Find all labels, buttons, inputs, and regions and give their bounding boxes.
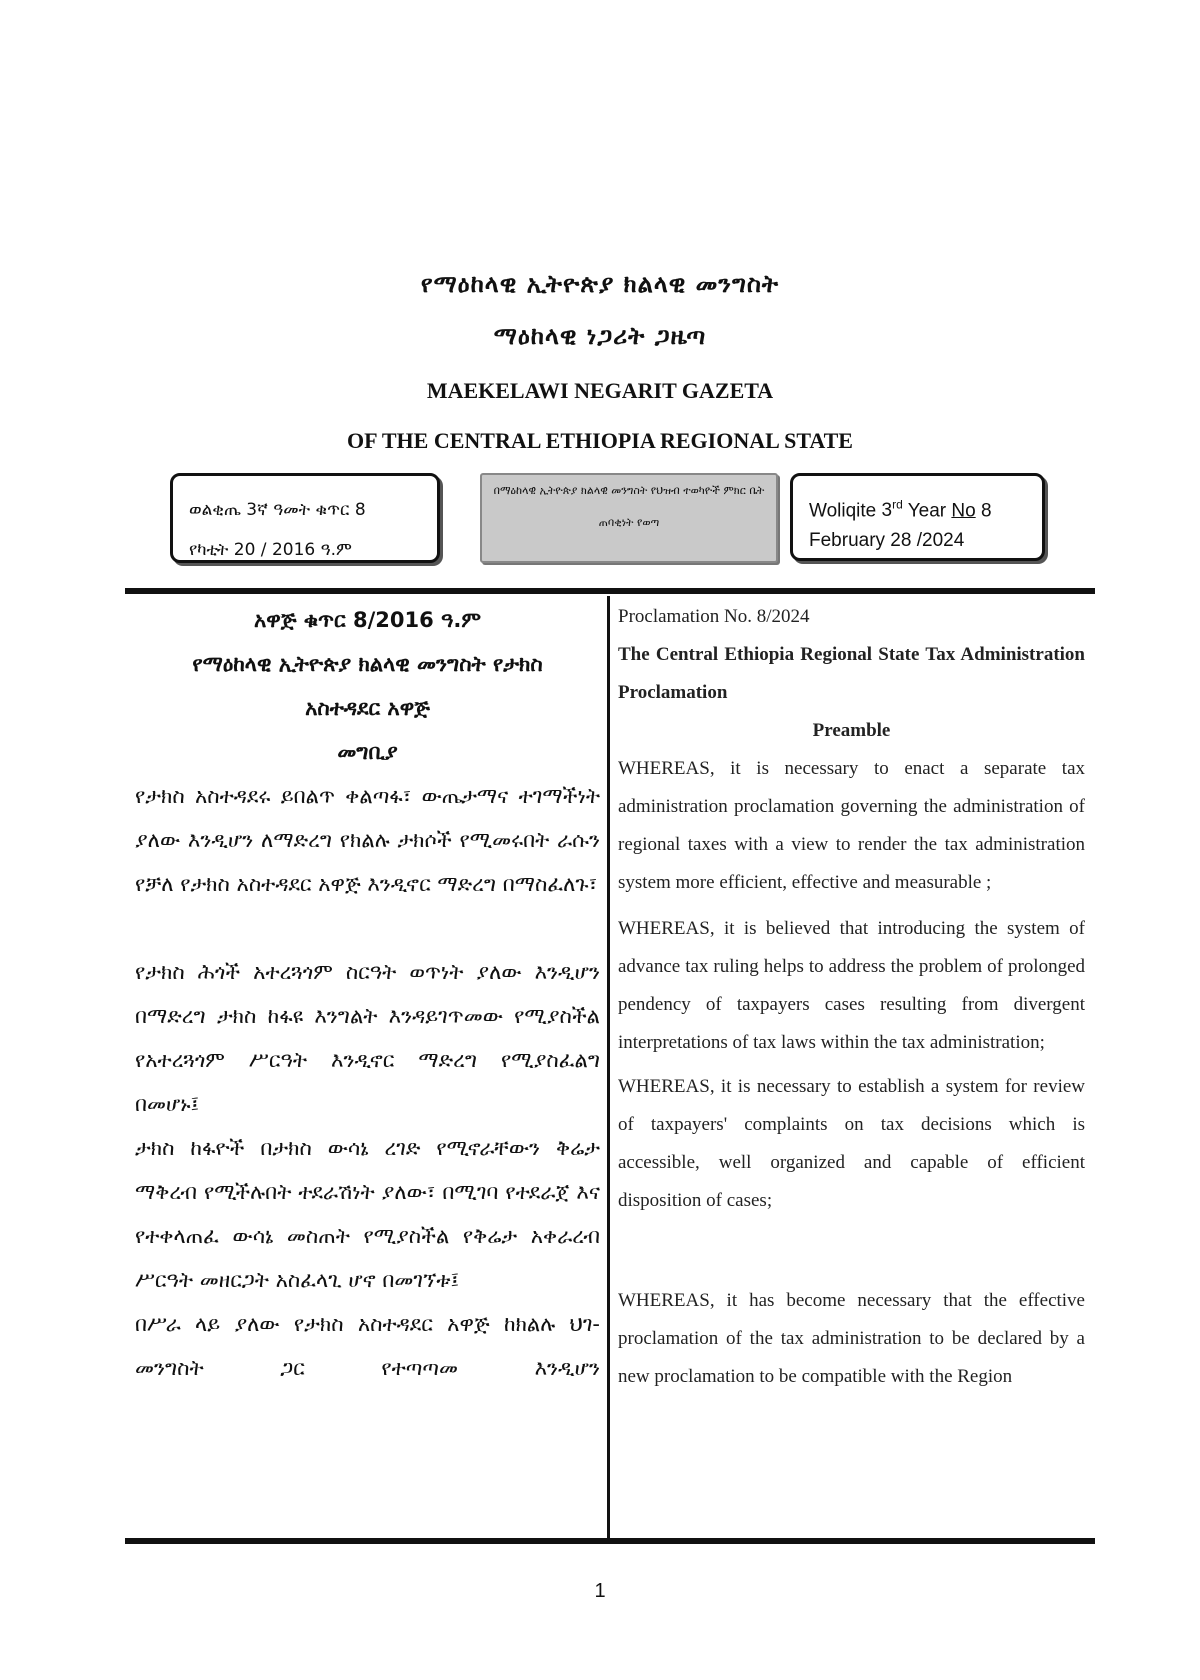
gazette-subtitle-english: OF THE CENTRAL ETHIOPIA REGIONAL STATE [347, 428, 853, 453]
preamble-paragraph-english-1: WHEREAS, it is necessary to enact a separate tax administration proclamation governing the administration of regional taxes with a view to render the tax administration system more efficient, effective and measurable ; [618, 758, 1085, 893]
top-divider [125, 588, 1095, 594]
gazette-title-english: MAEKELAWI NEGARIT GAZETA [426, 378, 774, 403]
proclamation-title-english: The Central Ethiopia Regional State Tax Administration Proclamation [618, 644, 1085, 703]
preamble-heading-english: Preamble [812, 720, 891, 741]
publisher-authority: በማዕከላዊ ኢትዮጵያ ክልላዊ መንግስት የህዝብ ተወካዮች ምክር ቤት [493, 484, 765, 497]
proclamation-title-amharic-line2: አስተዳደር አዋጅ [305, 696, 430, 720]
publisher-box [480, 473, 778, 563]
preamble-paragraph-english-2: WHEREAS, it is believed that introducing the system of advance tax ruling helps to address the problem of prolonged pendency of taxpayers cases resulting from divergent interpretations of tax laws within the tax administration; [618, 918, 1085, 1053]
preamble-paragraph-english-4: WHEREAS, it has become necessary that the effective proclamation of the tax administration to be declared by a new proclamation to be compatible with the Region [618, 1290, 1085, 1387]
issue-info-english [790, 473, 1045, 561]
preamble-paragraph-english-3: WHEREAS, it is necessary to establish a system for review of taxpayers' complaints on tax decisions which is accessible, well organized and capable of efficient disposition of cases; [618, 1076, 1085, 1211]
gazette-title-amharic: የማዕከላዊ ኢትዮጵያ ክልላዊ መንግስት [420, 270, 780, 298]
issue-date-amharic: የካቲት 20 / 2016 ዓ.ም [189, 540, 352, 560]
preamble-paragraph-amharic-3: ታክስ ከፋዮች በታክስ ውሳኔ ረገድ የሚኖራቸውን ቅሬታ ማቅረብ የሚችሉበት ተደራሽነት ያለው፣ በሚገባ የተደራጀ እና የተቀላጠፈ ውሳኔ መስጠት የሚያስችል የቅሬታ አቀራረብ ሥርዓት መዘርጋት አስፈላጊ ሆኖ በመገኘቱ፤ [135, 1136, 600, 1292]
preamble-paragraph-amharic-2: የታክስ ሕጎች አተረጓጎም ስርዓት ወጥነት ያለው እንዲሆን በማድረግ ታክስ ከፋዩ እንግልት እንዳይገጥመው የሚያስችል የአተረጓጎም ሥርዓት እንዲኖር ማድረግ የሚያስፈልግ በመሆኑ፤ [135, 960, 600, 1116]
english-column [618, 598, 1085, 1396]
publisher-note: ጠባቂነት የወጣ [598, 516, 660, 529]
preamble-paragraph-amharic-1: የታክስ አስተዳደሩ ይበልጥ ቀልጣፋ፣ ውጤታማና ተገማችነት ያለው እንዲሆን ለማድረግ የክልሉ ታክሶች የሚመሩበት ራሱን የቻለ የታክስ አስተዳደር አዋጅ እንዲኖር ማድረግ በማስፈለጉ፣ [135, 784, 600, 896]
proclamation-title-amharic-line1: የማዕከላዊ ኢትዮጵያ ክልላዊ መንግስት የታክስ [192, 652, 543, 676]
amharic-column [135, 598, 600, 1390]
preamble-heading-amharic: መግቢያ [337, 740, 398, 764]
issue-date-english: February 28 /2024 [809, 530, 965, 552]
paragraph-spacer [135, 906, 600, 950]
issue-number-amharic: ወልቂጤ 3ኛ ዓመት ቁጥር 8 [189, 500, 366, 520]
proclamation-number-amharic: አዋጅ ቁጥር 8/2016 ዓ.ም [253, 608, 481, 632]
issue-number-english: Woliqite 3rd Year No 8 [809, 498, 992, 522]
issue-info-amharic [170, 473, 440, 563]
column-divider [607, 596, 610, 1540]
proclamation-number-english: Proclamation No. 8/2024 [618, 606, 810, 627]
gazette-subtitle-amharic: ማዕከላዊ ነጋሪት ጋዜጣ [493, 322, 707, 350]
bottom-divider [125, 1538, 1095, 1544]
preamble-paragraph-amharic-4: በሥራ ላይ ያለው የታክስ አስተዳደር አዋጅ ከክልሉ ህገ-መንግስት ጋር የተጣጣመ እንዲሆን [135, 1312, 600, 1380]
page-number: 1 [594, 1580, 606, 1602]
